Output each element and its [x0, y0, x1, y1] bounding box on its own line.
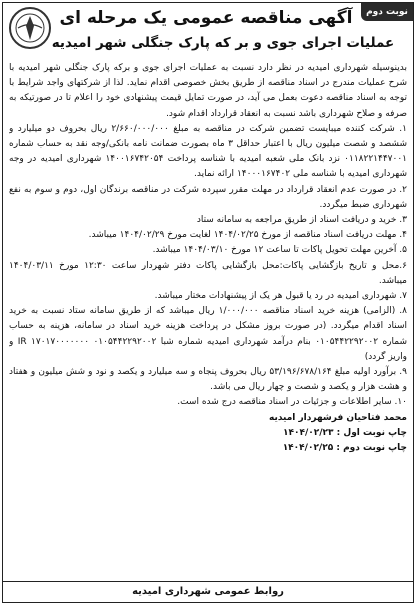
signatory: محمد فتاحیان فرشهردار امیدیه: [269, 412, 407, 423]
notice-item-2: ۲. در صورت عدم انعقاد قرارداد در مهلت مقرر سپرده شرکت در مناقصه برندگان اول، دوم و سوم به نفع شهرداری ضبط میگردد.: [9, 184, 407, 210]
intro-paragraph: بدینوسیله شهرداری امیدیه در نظر دارد نسبت به عملیات اجرای جوی و برکه پارک جنگلی شهر امیدیه با شرح عملیات مندرج در اسناد مناقصه از طریق بخش خصوصی اقدام نماید. لذا از شرکتهای واجد شرایط با توجه به اسناد مناقصه دعوت بعمل می آید، در صورت تمایل قیمت پیشنهادی خود را اعلام تا در صورتیکه به صرفه و صلاح شهرداری باشد نسبت به انعقاد قرارداد اقدام شود.: [9, 63, 407, 119]
notice-header: [3, 3, 413, 59]
tender-notice: [2, 2, 414, 603]
notice-item-5: ۵. آخرین مهلت تحویل پاکات تا ساعت ۱۲ مورخ ۱۴۰۴/۰۳/۱۰ میباشد.: [152, 245, 407, 256]
public-relations-footer: روابط عمومی شهرداری امیدیه: [3, 581, 413, 602]
notice-item-6: ۶.محل و تاریخ بازگشایی پاکات:محل بازگشایی پاکات دفتر شهردار ساعت ۱۲:۳۰ مورخ ۱۴۰۴/۰۳/۱۱ میباشد.: [9, 260, 407, 286]
notice-item-9: ۹. برآورد اولیه مبلغ ۵۳/۱۹۶/۶۷۸/۱۶۴ ریال بحروف پنجاه و سه میلیارد و یکصد و نود و شش میلیون و هفتاد و هشت هزار و یکصد و شصت و چهار ریال می باشد.: [9, 367, 407, 393]
notice-item-4: ۴. مهلت دریافت اسناد مناقصه از مورخ ۱۴۰۴/۰۲/۲۵ لغایت مورخ ۱۴۰۴/۰۲/۲۹ میباشد.: [88, 230, 407, 241]
print-date-second: چاپ نوبت دوم : ۱۴۰۴/۰۲/۲۵: [282, 443, 407, 454]
notice-title: آگهی مناقصه عمومی یک مرحله ای: [59, 8, 353, 28]
notice-body: [9, 61, 407, 580]
notice-item-3: ۳. خرید و دریافت اسناد از طریق مراجعه به سامانه ستاد: [196, 215, 407, 226]
notice-item-7: ۷. شهرداری امیدیه در رد یا قبول هر یک از پیشنهادات مختار میباشد.: [154, 291, 407, 302]
notice-item-1: ۱. شرکت کننده میبایست تضمین شرکت در مناقصه به مبلغ ۲/۶۶۰/۰۰۰/۰۰۰ ریال بحروف دو میلیارد و ششصد و شصت میلیون ریال با اعتبار حداقل ۳ ماه بصورت ضمانت نامه بانکی/وجه نقد به حساب شماره ۰۱۱۸۲۲۱۴۴۷۰۰۱ نزد بانک ملی شعبه امیدیه با شناسه پرداخت ۱۴۰۰۱۶۷۴۲۰۵۴ شهرداری امیدیه در وجه شهرداری امیدیه با شناسه ملی ۱۴۰۰۰۱۶۷۴۰۲ ارائه نماید.: [9, 123, 407, 180]
print-date-first: چاپ نوبت اول : ۱۴۰۴/۰۲/۲۳: [283, 427, 407, 438]
notice-subtitle: عملیات اجرای جوی و بر که پارک جنگلی شهر امیدیه: [51, 35, 395, 51]
publication-badge: نوبت دوم: [361, 3, 413, 21]
notice-item-8: ۸. (الزامی) هزینه خرید اسناد مناقصه ۱/۰۰۰/۰۰۰ ریال میباشد که از طریق سامانه ستاد نسبت به خرید اسناد اقدام میگردد. (در صورت بروز مشکل در پرداخت هزینه خرید اسناد در سامانه، هزینه به حساب شماره ۰۱۰۵۴۴۲۲۹۲۰۰۲ بنام درآمد شهرداری امیدیه شماره شبا ۰۱۰۵۴۴۲۲۹۲۰۰۲ IR ۱۷۰۱۷۰۰۰۰۰۰۰ و واریز گردد): [9, 306, 407, 362]
notice-item-10: ۱۰. سایر اطلاعات و جزئیات در اسناد مناقصه درج شده است.: [177, 397, 407, 408]
